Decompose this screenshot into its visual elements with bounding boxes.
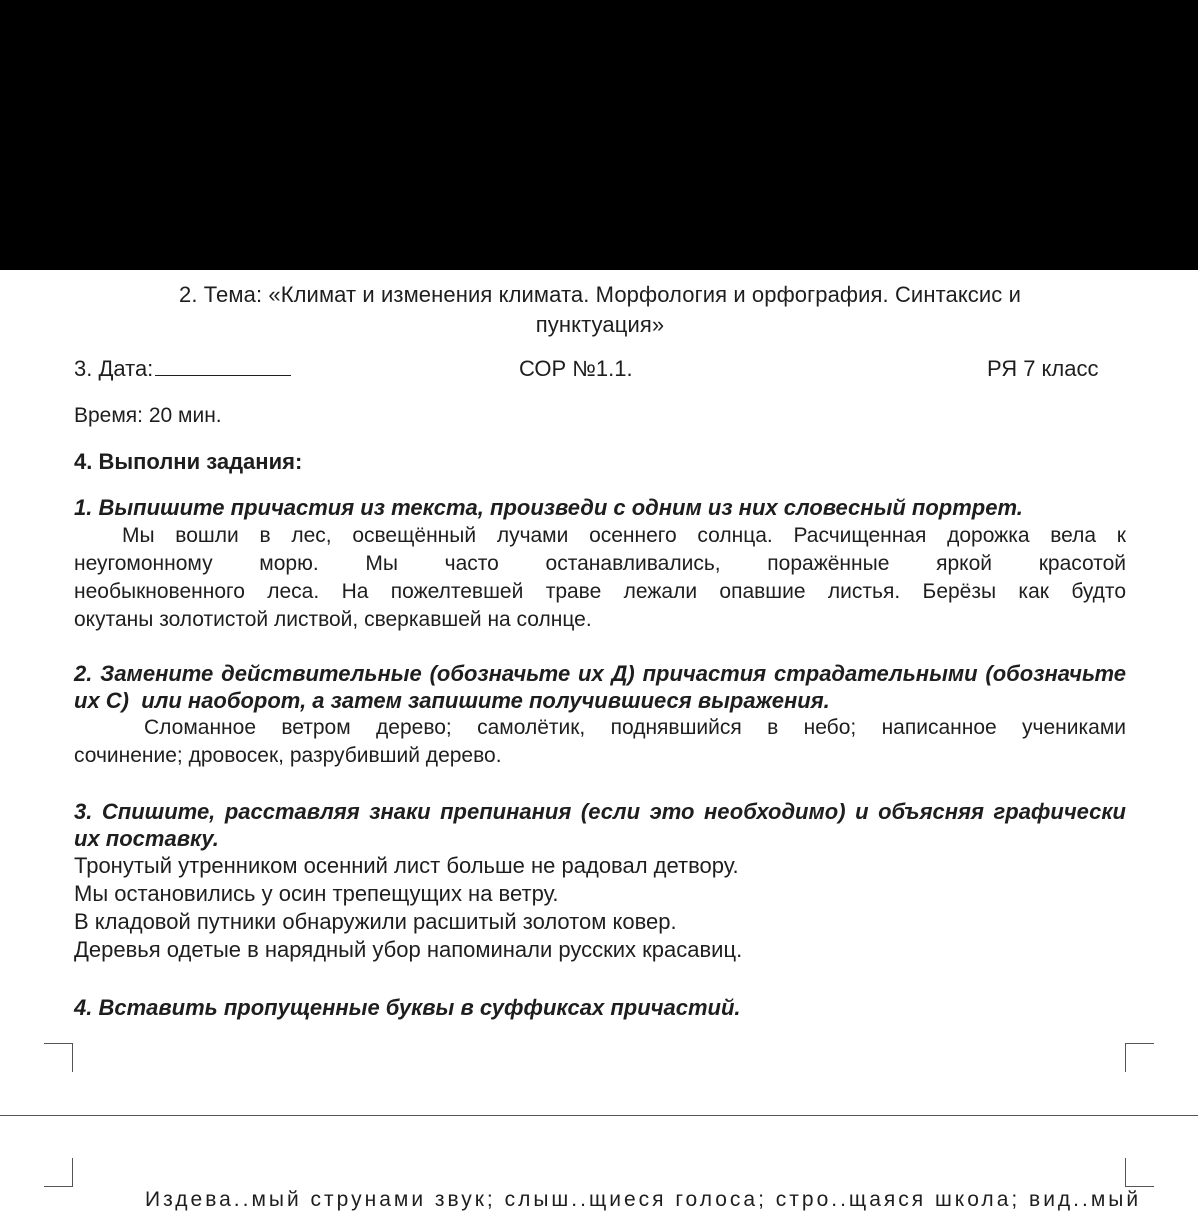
task-3-text — [74, 852, 1126, 964]
task-2-text — [74, 714, 1126, 770]
instruction-heading: 4. Выполни задания: — [74, 449, 303, 474]
task-1 — [74, 494, 1126, 634]
sor-label: СОР №1.1. — [519, 356, 633, 381]
task-3-sentence: Тронутый утренником осенний лист больше не радовал детвору. — [74, 853, 739, 878]
task-4-title: 4. Вставить пропущенные буквы в суффиксах причастий. — [74, 995, 741, 1020]
topic-line-1: 2. Тема: «Климат и изменения климата. Морфология и орфография. Синтаксис и — [178, 282, 1021, 307]
topic-line-2: пунктуация» — [535, 312, 665, 337]
task-1-line: необыкновенного леса. На пожелтевшей траве лежали опавшие листья. Берёзы как будто — [74, 580, 1126, 603]
page-corner-mark-top-right — [1125, 1158, 1154, 1187]
task-3-sentence: В кладовой путники обнаружили расшитый золотом ковер. — [74, 909, 677, 934]
date-blank-line — [155, 355, 291, 376]
page-corner-mark-bottom-left — [44, 1043, 73, 1072]
task-2-title-line-1: 2. Замените действительные (обозначьте их Д) причастия страдательными (обозначьте — [74, 661, 1126, 686]
task-1-line: окутаны золотистой листвой, сверкавшей на солнце. — [74, 608, 592, 631]
task-1-text — [74, 522, 1126, 634]
next-page-partial-line: Издева..мый струнами звук; слыш..щиеся голоса; стро..щаяся школа; вид..мый — [145, 1188, 1142, 1211]
page-break-line — [0, 1115, 1198, 1116]
task-3-sentence: Мы остановились у осин трепещущих на ветру. — [74, 881, 559, 906]
task-1-line: неугомонному морю. Мы часто останавливались, поражённые яркой красотой — [74, 552, 1126, 575]
page-corner-mark-top-left — [44, 1158, 73, 1187]
task-2-line: Сломанное ветром дерево; самолётик, поднявшийся в небо; написанное учениками — [144, 716, 1126, 739]
task-1-title: 1. Выпишите причастия из текста, произведи с одним из них словесный портрет. — [74, 495, 1023, 520]
task-3-title-line-1: 3. Спишите, расставляя знаки препинания (если это необходимо) и объясняя графически — [74, 799, 1126, 824]
page-corner-mark-bottom-right — [1125, 1043, 1154, 1072]
topic-heading — [74, 280, 1126, 340]
task-1-line: Мы вошли в лес, освещённый лучами осеннего солнца. Расчищенная дорожка вела к — [122, 524, 1126, 547]
time-label: Время: 20 мин. — [74, 404, 222, 427]
task-2 — [74, 660, 1126, 770]
task-2-line: сочинение; дровосек, разрубивший дерево. — [74, 744, 502, 767]
task-3-title-line-2: их поставку. — [74, 826, 219, 851]
black-redaction-band — [0, 0, 1198, 270]
task-2-title-line-2: их С) или наоборот, а затем запишите получившиеся выражения. — [74, 688, 830, 713]
date-label: 3. Дата: — [74, 356, 154, 381]
date-field — [74, 354, 291, 384]
task-3-sentence: Деревья одетые в нарядный убор напоминали русских красавиц. — [74, 937, 743, 962]
class-label: РЯ 7 класс — [987, 356, 1099, 381]
task-3 — [74, 798, 1126, 964]
